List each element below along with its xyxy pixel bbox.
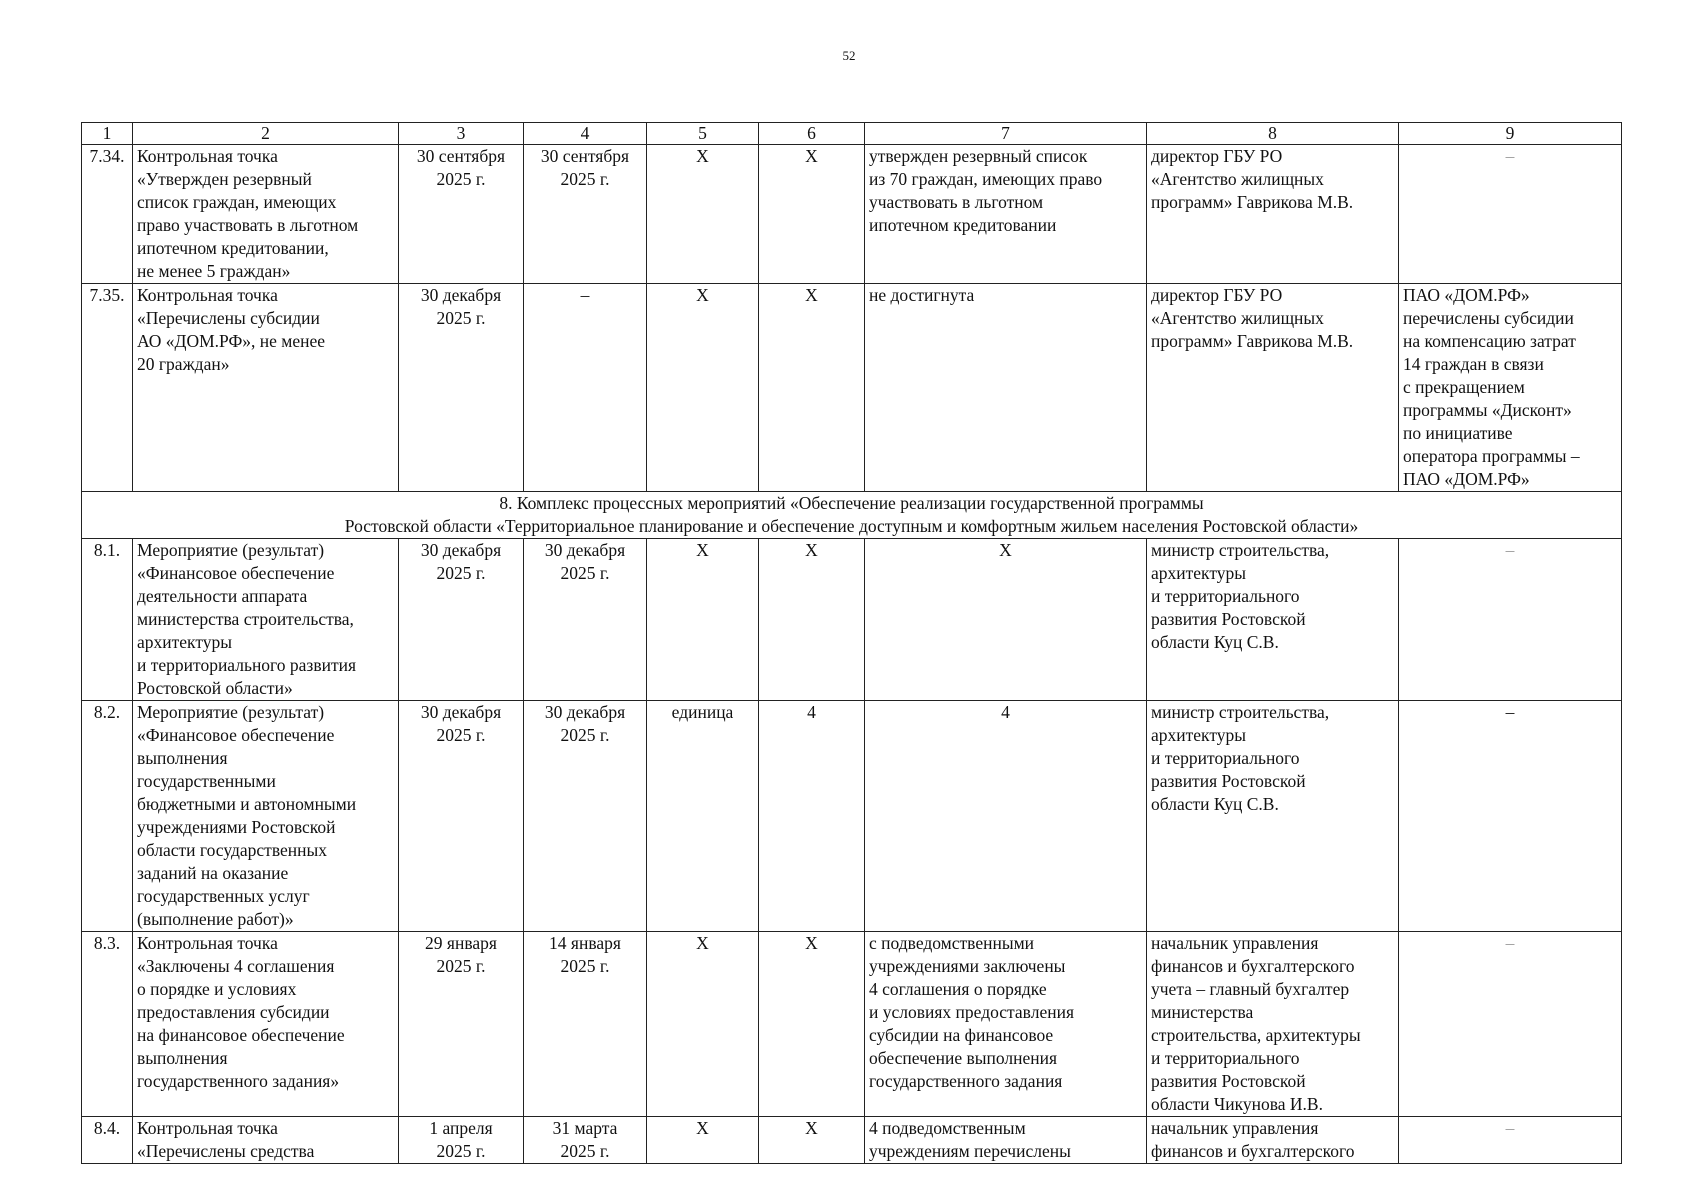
column-header: 8 bbox=[1147, 123, 1399, 145]
plan-date: 30 декабря 2025 г. bbox=[399, 539, 524, 701]
row-number: 7.34. bbox=[82, 145, 133, 284]
fact-date: 30 декабря 2025 г. bbox=[524, 539, 647, 701]
section-title: 8. Комплекс процессных мероприятий «Обеспечение реализации государственной программы Ростовской области «Территориальное планирование и обеспечение доступным и комфортным жильем населения Ростовской области» bbox=[82, 492, 1622, 539]
fact-value: утвержден резервный список из 70 граждан, имеющих право участвовать в льготном ипотечном кредитовании bbox=[865, 145, 1147, 284]
responsible: министр строительства, архитектуры и территориального развития Ростовской области Куц С.В. bbox=[1147, 701, 1399, 932]
column-header: 2 bbox=[133, 123, 399, 145]
unit: X bbox=[647, 1117, 759, 1164]
column-header: 6 bbox=[759, 123, 865, 145]
fact-date: 31 марта 2025 г. bbox=[524, 1117, 647, 1164]
plan-value: 4 bbox=[759, 701, 865, 932]
responsible: министр строительства, архитектуры и территориального развития Ростовской области Куц С.В. bbox=[1147, 539, 1399, 701]
table-row bbox=[82, 1117, 1622, 1164]
row-number: 8.1. bbox=[82, 539, 133, 701]
plan-date: 30 декабря 2025 г. bbox=[399, 284, 524, 492]
row-name: Контрольная точка «Перечислены средства bbox=[133, 1117, 399, 1164]
fact-value: 4 подведомственным учреждениям перечислены bbox=[865, 1117, 1147, 1164]
unit: X bbox=[647, 932, 759, 1117]
page-number: 52 bbox=[842, 48, 856, 63]
column-header: 7 bbox=[865, 123, 1147, 145]
row-number: 8.2. bbox=[82, 701, 133, 932]
table-row bbox=[82, 145, 1622, 284]
fact-value: с подведомственными учреждениями заключены 4 соглашения о порядке и условиях предоставления субсидии на финансовое обеспечение выполнения государственного задания bbox=[865, 932, 1147, 1117]
fact-date: 14 января 2025 г. bbox=[524, 932, 647, 1117]
plan-value: X bbox=[759, 284, 865, 492]
fact-value: X bbox=[865, 539, 1147, 701]
unit: единица bbox=[647, 701, 759, 932]
row-name: Контрольная точка «Заключены 4 соглашения о порядке и условиях предоставления субсидии на финансовое обеспечение выполнения государственного задания» bbox=[133, 932, 399, 1117]
unit: X bbox=[647, 539, 759, 701]
note: – bbox=[1399, 932, 1622, 1117]
responsible: начальник управления финансов и бухгалтерского bbox=[1147, 1117, 1399, 1164]
fact-date: 30 сентября 2025 г. bbox=[524, 145, 647, 284]
plan-value: X bbox=[759, 539, 865, 701]
unit: X bbox=[647, 145, 759, 284]
column-header: 9 bbox=[1399, 123, 1622, 145]
responsible: директор ГБУ РО «Агентство жилищных программ» Гаврикова М.В. bbox=[1147, 145, 1399, 284]
table-row bbox=[82, 539, 1622, 701]
column-header: 4 bbox=[524, 123, 647, 145]
note: – bbox=[1399, 1117, 1622, 1164]
plan-value: X bbox=[759, 145, 865, 284]
row-number: 8.3. bbox=[82, 932, 133, 1117]
column-number-row bbox=[82, 123, 1622, 145]
row-name: Контрольная точка «Перечислены субсидии АО «ДОМ.РФ», не менее 20 граждан» bbox=[133, 284, 399, 492]
column-header: 3 bbox=[399, 123, 524, 145]
plan-date: 1 апреля 2025 г. bbox=[399, 1117, 524, 1164]
table-row bbox=[82, 932, 1622, 1117]
section-row bbox=[82, 492, 1622, 539]
fact-date: 30 декабря 2025 г. bbox=[524, 701, 647, 932]
note: ПАО «ДОМ.РФ» перечислены субсидии на компенсацию затрат 14 граждан в связи с прекращением программы «Дисконт» по инициативе оператора программы – ПАО «ДОМ.РФ» bbox=[1399, 284, 1622, 492]
fact-value: не достигнута bbox=[865, 284, 1147, 492]
report-table bbox=[81, 122, 1622, 1164]
plan-date: 30 декабря 2025 г. bbox=[399, 701, 524, 932]
responsible: директор ГБУ РО «Агентство жилищных программ» Гаврикова М.В. bbox=[1147, 284, 1399, 492]
row-number: 8.4. bbox=[82, 1117, 133, 1164]
fact-value: 4 bbox=[865, 701, 1147, 932]
row-name: Контрольная точка «Утвержден резервный список граждан, имеющих право участвовать в льготном ипотечном кредитовании, не менее 5 граждан» bbox=[133, 145, 399, 284]
plan-value: X bbox=[759, 1117, 865, 1164]
row-number: 7.35. bbox=[82, 284, 133, 492]
note: – bbox=[1399, 145, 1622, 284]
note: – bbox=[1399, 539, 1622, 701]
note: – bbox=[1399, 701, 1622, 932]
row-name: Мероприятие (результат) «Финансовое обеспечение выполнения государственными бюджетными и автономными учреждениями Ростовской области государственных заданий на оказание государственных услуг (выполнение работ)» bbox=[133, 701, 399, 932]
plan-date: 30 сентября 2025 г. bbox=[399, 145, 524, 284]
plan-value: X bbox=[759, 932, 865, 1117]
table-row bbox=[82, 701, 1622, 932]
table-row bbox=[82, 284, 1622, 492]
column-header: 1 bbox=[82, 123, 133, 145]
responsible: начальник управления финансов и бухгалтерского учета – главный бухгалтер министерства строительства, архитектуры и территориального развития Ростовской области Чикунова И.В. bbox=[1147, 932, 1399, 1117]
row-name: Мероприятие (результат) «Финансовое обеспечение деятельности аппарата министерства строительства, архитектуры и территориального развития Ростовской области» bbox=[133, 539, 399, 701]
fact-date: – bbox=[524, 284, 647, 492]
column-header: 5 bbox=[647, 123, 759, 145]
plan-date: 29 января 2025 г. bbox=[399, 932, 524, 1117]
unit: X bbox=[647, 284, 759, 492]
